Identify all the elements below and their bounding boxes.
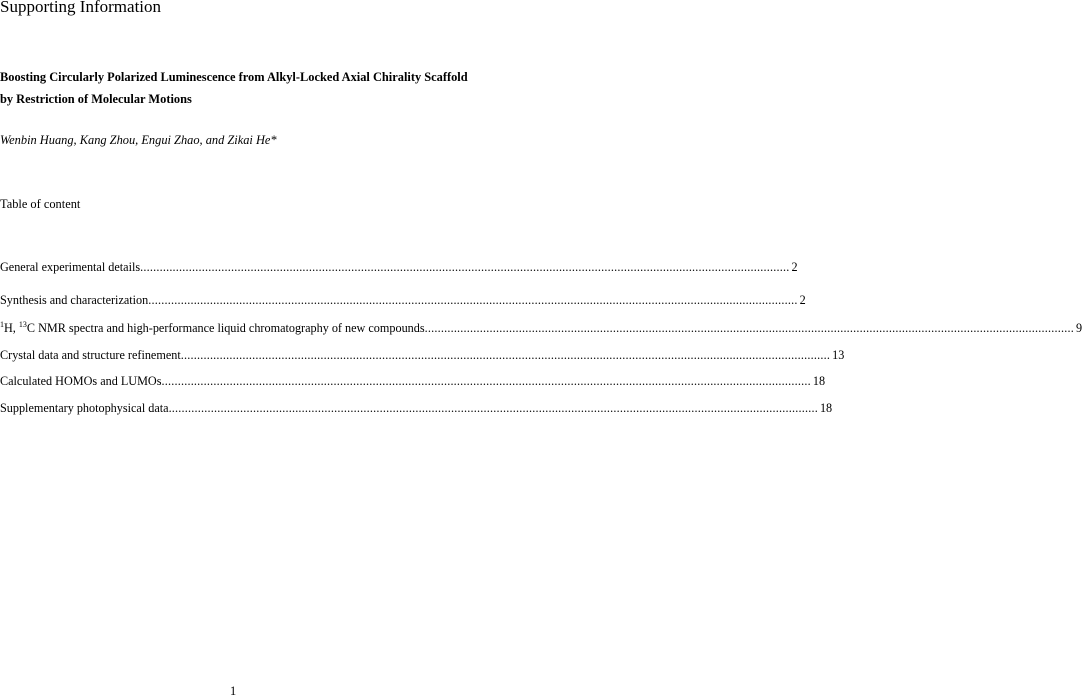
toc-entry-title: Calculated HOMOs and LUMOs	[0, 374, 162, 388]
author-list: Wenbin Huang, Kang Zhou, Engui Zhao, and Zikai He*	[0, 133, 277, 147]
toc-entry-title: Supplementary photophysical data	[0, 401, 169, 415]
toc-heading: Table of content	[0, 197, 81, 211]
toc-entry-synthesis[interactable]	[0, 291, 806, 309]
toc-entry-page: 13	[832, 348, 845, 362]
superscript: 1	[0, 320, 4, 329]
toc-entry-homo-lumo[interactable]	[0, 372, 826, 390]
toc-entry-title: Crystal data and structure refinement	[0, 348, 181, 362]
toc-entry-page: 9	[1075, 321, 1082, 335]
toc-entry-page: 2	[791, 260, 798, 274]
toc-dot-leader: ........................................................................................................................................................................................................	[161, 374, 811, 388]
toc-entry-title: Synthesis and characterization	[0, 293, 149, 307]
toc-dot-leader: ........................................................................................................................................................................................................	[424, 321, 1074, 335]
document-heading: Supporting Information	[0, 0, 162, 16]
toc-dot-leader: ........................................................................................................................................................................................................	[180, 348, 831, 362]
paper-title: Boosting Circularly Polarized Luminescence from Alkyl-Locked Axial Chirality Scaffold by Restriction of Molecular Motions	[0, 70, 468, 106]
toc-entry-title	[0, 319, 425, 337]
page-number: 1	[230, 684, 237, 698]
toc-entry-title-part: H,	[4, 321, 19, 335]
superscript: 13	[18, 320, 27, 329]
toc-entry-page: 2	[799, 293, 806, 307]
toc-entry-title: General experimental details	[0, 260, 141, 274]
toc-dot-leader: ........................................................................................................................................................................................................	[148, 293, 798, 307]
toc-entry-photophysical[interactable]	[0, 399, 833, 417]
toc-entry-page: 18	[812, 374, 826, 388]
toc-entry-crystal-data[interactable]	[0, 346, 845, 364]
toc-entry-nmr-hplc[interactable]	[0, 319, 1082, 337]
toc-dot-leader: ........................................................................................................................................................................................................	[140, 260, 790, 274]
toc-dot-leader: ........................................................................................................................................................................................................	[168, 401, 818, 415]
toc-entry-title-part: C NMR spectra and high-performance liquid chromatography of new compounds	[26, 321, 425, 335]
toc-entry-page: 18	[819, 401, 833, 415]
toc-entry-general-experimental[interactable]	[0, 258, 798, 276]
